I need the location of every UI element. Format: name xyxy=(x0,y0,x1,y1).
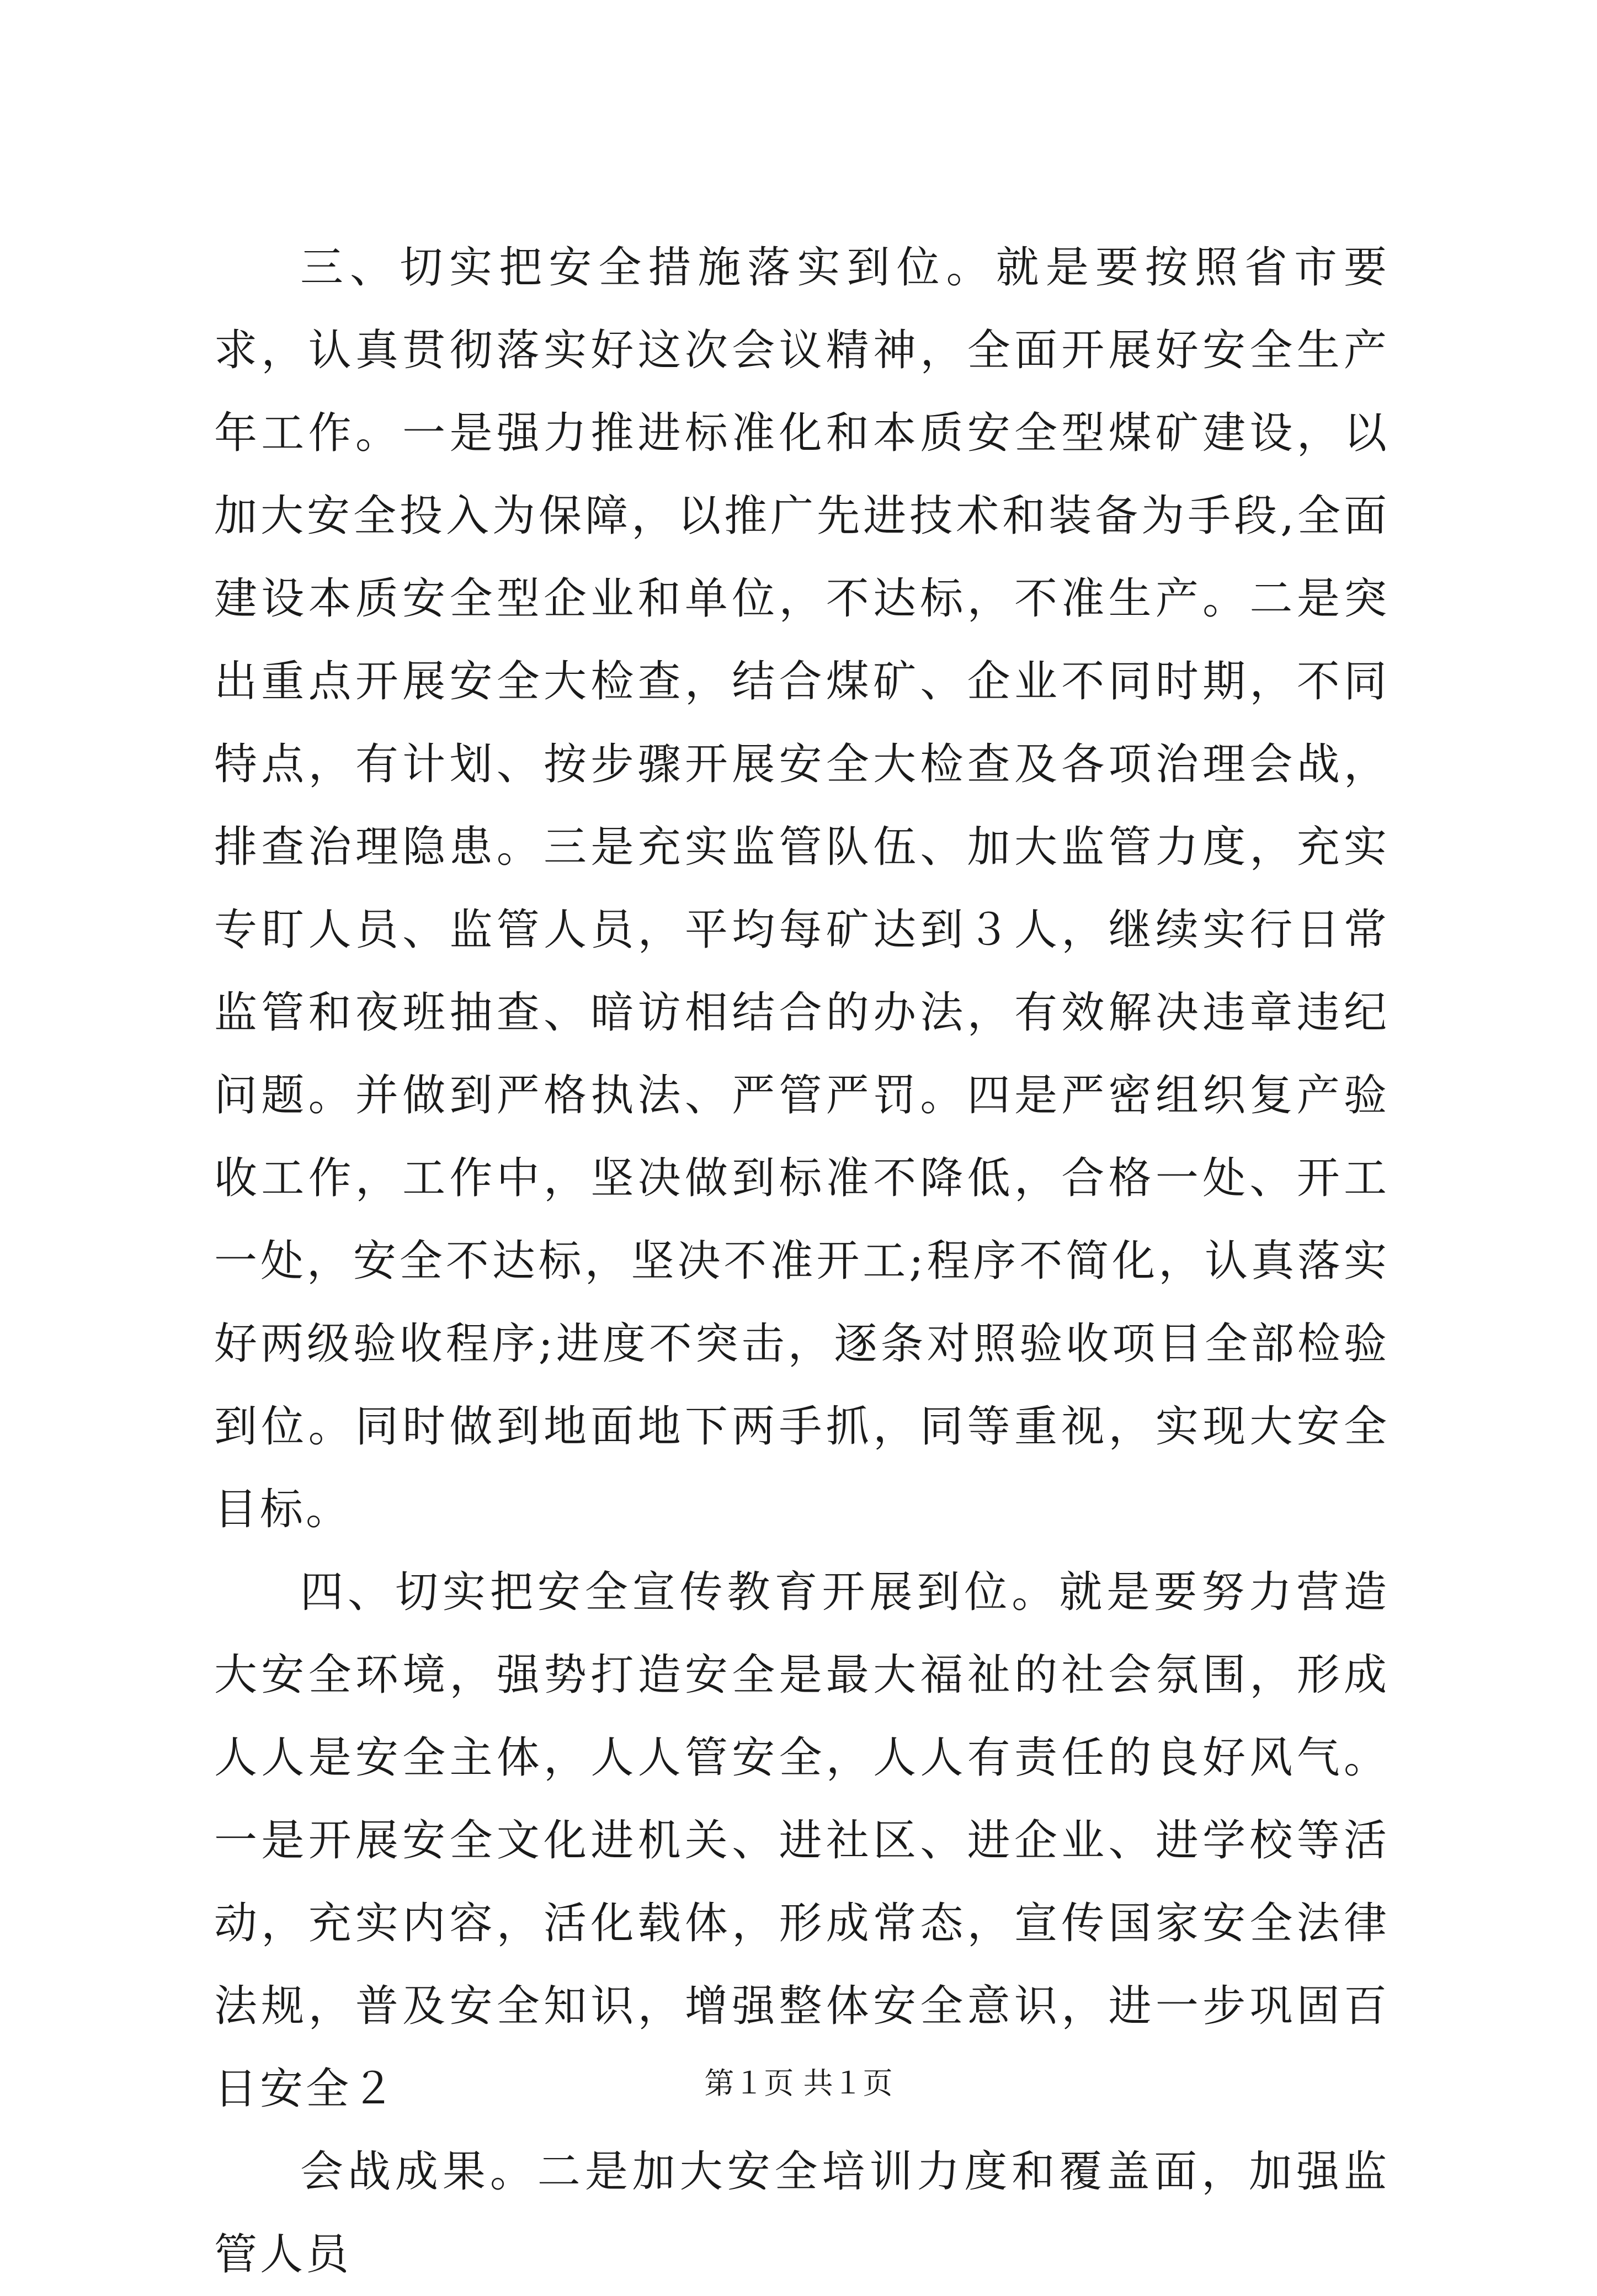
paragraph-continuation: 会战成果。二是加大安全培训力度和覆盖面，加强监管人员 xyxy=(214,2147,1390,2279)
page-footer: 第１页 共１页 xyxy=(704,2066,893,2101)
paragraph-section-three: 三、切实把安全措施落实到位。就是要按照省市要求，认真贯彻落实好这次会议精神，全面开展好安全生产年工作。一是强力推进标准化和本质安全型煤矿建设，以加大安全投入为保障，以推广先进技术和装备为手段,全面建设本质安全型企业和单位，不达标，不准生产。二是突出重点开展安全大检查，结合煤矿、企业不同时期，不同特点，有计划、按步骤开展安全大检查及各项治理会战，排查治理隐患。三是充实监管队伍、加大监管力度，充实专盯人员、监管人员，平均每矿达到３人，继续实行日常监管和夜班抽查、暗访相结合的办法，有效解决违章违纪问题。并做到严格执法、严管严罚。四是严密组织复产验收工作，工作中，坚决做到标准不降低，合格一处、开工一处，安全不达标，坚决不准开工;程序不简化，认真落实好两级验收程序;进度不突击，逐条对照验收项目全部检验到位。同时做到地面地下两手抓，同等重视，实现大安全目标。 xyxy=(214,243,1390,1534)
document-body xyxy=(214,226,1390,2296)
paragraph-section-four: 四、切实把安全宣传教育开展到位。就是要努力营造大安全环境，强势打造安全是最大福祉的社会氛围，形成人人是安全主体，人人管安全，人人有责任的良好风气。一是开展安全文化进机关、进社区、进企业、进学校等活动，充实内容，活化载体，形成常态，宣传国家安全法律法规，普及安全知识，增强整体安全意识，进一步巩固百日安全２ xyxy=(214,1567,1390,2114)
